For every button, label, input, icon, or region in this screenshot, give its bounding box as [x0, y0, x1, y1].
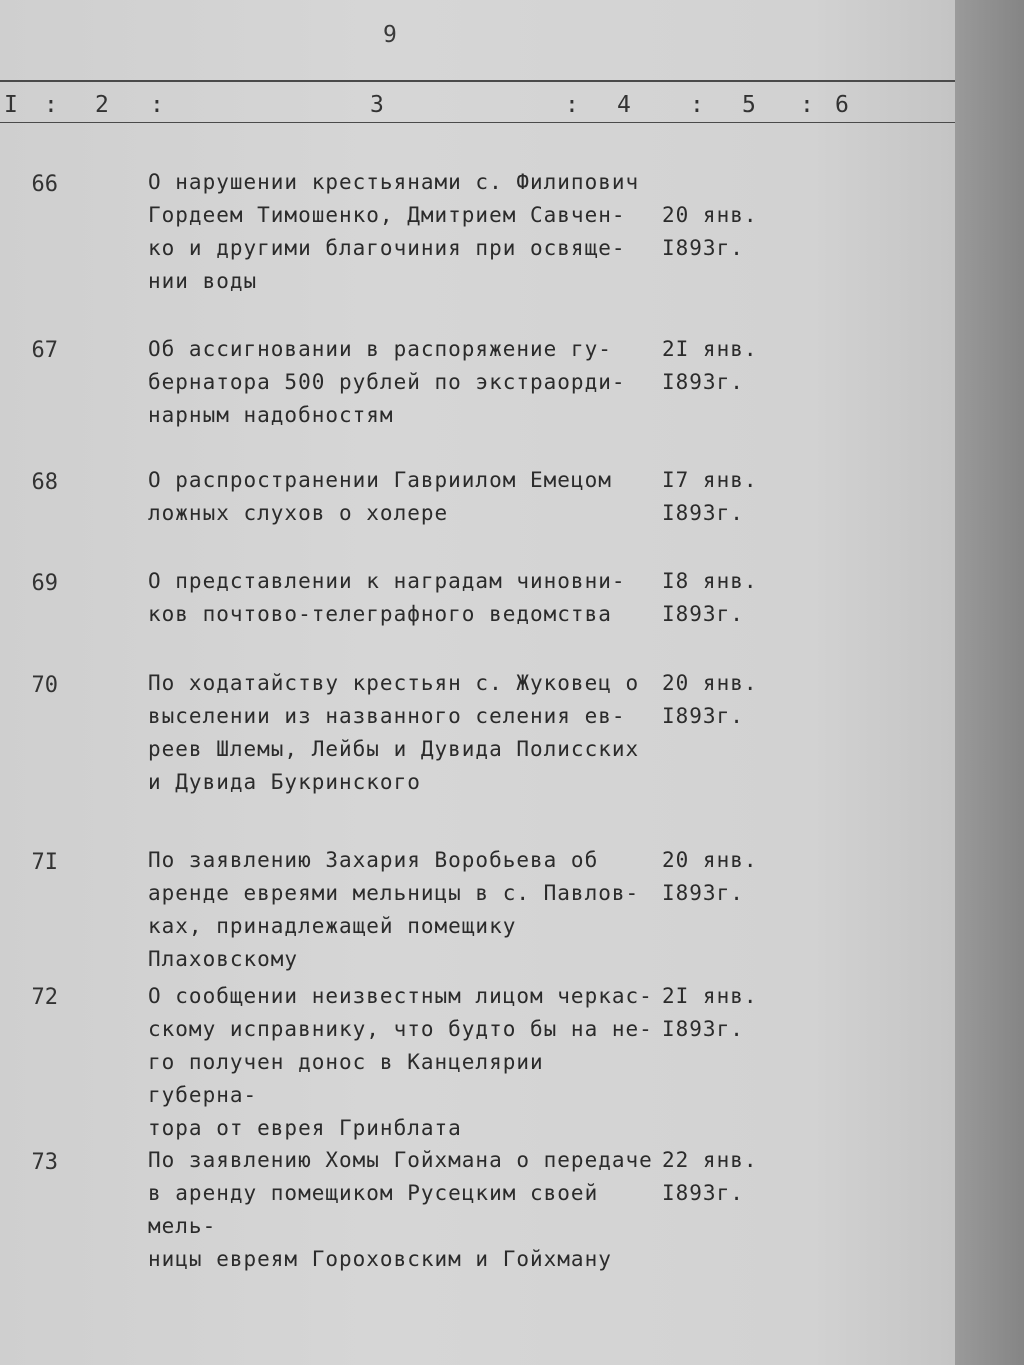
entry-date: 20 янв. I893г. [662, 671, 758, 728]
entry-number: 68 [31, 470, 58, 495]
entry-date: 2I янв. I893г. [662, 337, 758, 394]
entry-description: Об ассигновании в распоряжение гу- бернатора 500 рублей по экстраорди- нарным надобностям [148, 337, 626, 427]
entry-date: 20 янв. I893г. [662, 848, 758, 905]
entry-description: О распространении Гавриилом Емецом ложных слухов о холере [148, 468, 612, 525]
entry-description: По ходатайству крестьян с. Жуковец о выселении из названного селения ев- реев Шлемы, Лейбы и Дувида Полисских и Дувида Букринского [148, 671, 640, 794]
entry-date: 2I янв. I893г. [662, 984, 758, 1041]
entry-description: О представлении к наградам чиновни- ков почтово-телеграфного ведомства [148, 569, 626, 626]
header-separator: : [690, 92, 704, 118]
entry-number: 73 [31, 1150, 58, 1175]
header-separator: : [800, 92, 814, 118]
header-col-6: 6 [835, 92, 849, 118]
header-separator: : [44, 92, 58, 118]
entry-description: По заявлению Захария Воробьева об аренде евреями мельницы в с. Павлов- ках, принадлежащей помещику Плаховскому [148, 848, 640, 971]
entry-date: 20 янв. I893г. [662, 203, 758, 260]
entry-number: 69 [31, 571, 58, 596]
header-col-3: 3 [370, 92, 384, 118]
entry-number: 70 [31, 673, 58, 698]
entry-date: I7 янв. I893г. [662, 468, 758, 525]
entry-number: 7I [31, 850, 58, 875]
entry-description: По заявлению Хомы Гойхмана о передаче в аренду помещиком Русецким своей мель- ницы евреям Гороховским и Гойхману [148, 1148, 653, 1271]
entry-number: 72 [31, 985, 58, 1010]
header-col-4: 4 [617, 92, 631, 118]
entry-description: О нарушении крестьянами с. Филипович Гордеем Тимошенко, Дмитрием Савчен- ко и другими благочиния при освяще- нии воды [148, 170, 640, 293]
header-col-2: 2 [95, 92, 109, 118]
entry-date: I8 янв. I893г. [662, 569, 758, 626]
page-number: 9 [383, 22, 397, 48]
page-edge-shadow [955, 0, 1024, 1365]
header-col-1: I [4, 92, 18, 118]
entry-date: 22 янв. I893г. [662, 1148, 758, 1205]
header-separator: : [565, 92, 579, 118]
header-separator: : [150, 92, 164, 118]
header-col-5: 5 [742, 92, 756, 118]
header-bottom-rule [0, 122, 955, 123]
entry-number: 67 [31, 338, 58, 363]
header-top-rule [0, 80, 955, 82]
entry-number: 66 [31, 172, 58, 197]
entry-description: О сообщении неизвестным лицом черкас- скому исправнику, что будто бы на не- го получен донос в Канцелярии губерна- тора от еврея Гринблата [148, 984, 653, 1140]
